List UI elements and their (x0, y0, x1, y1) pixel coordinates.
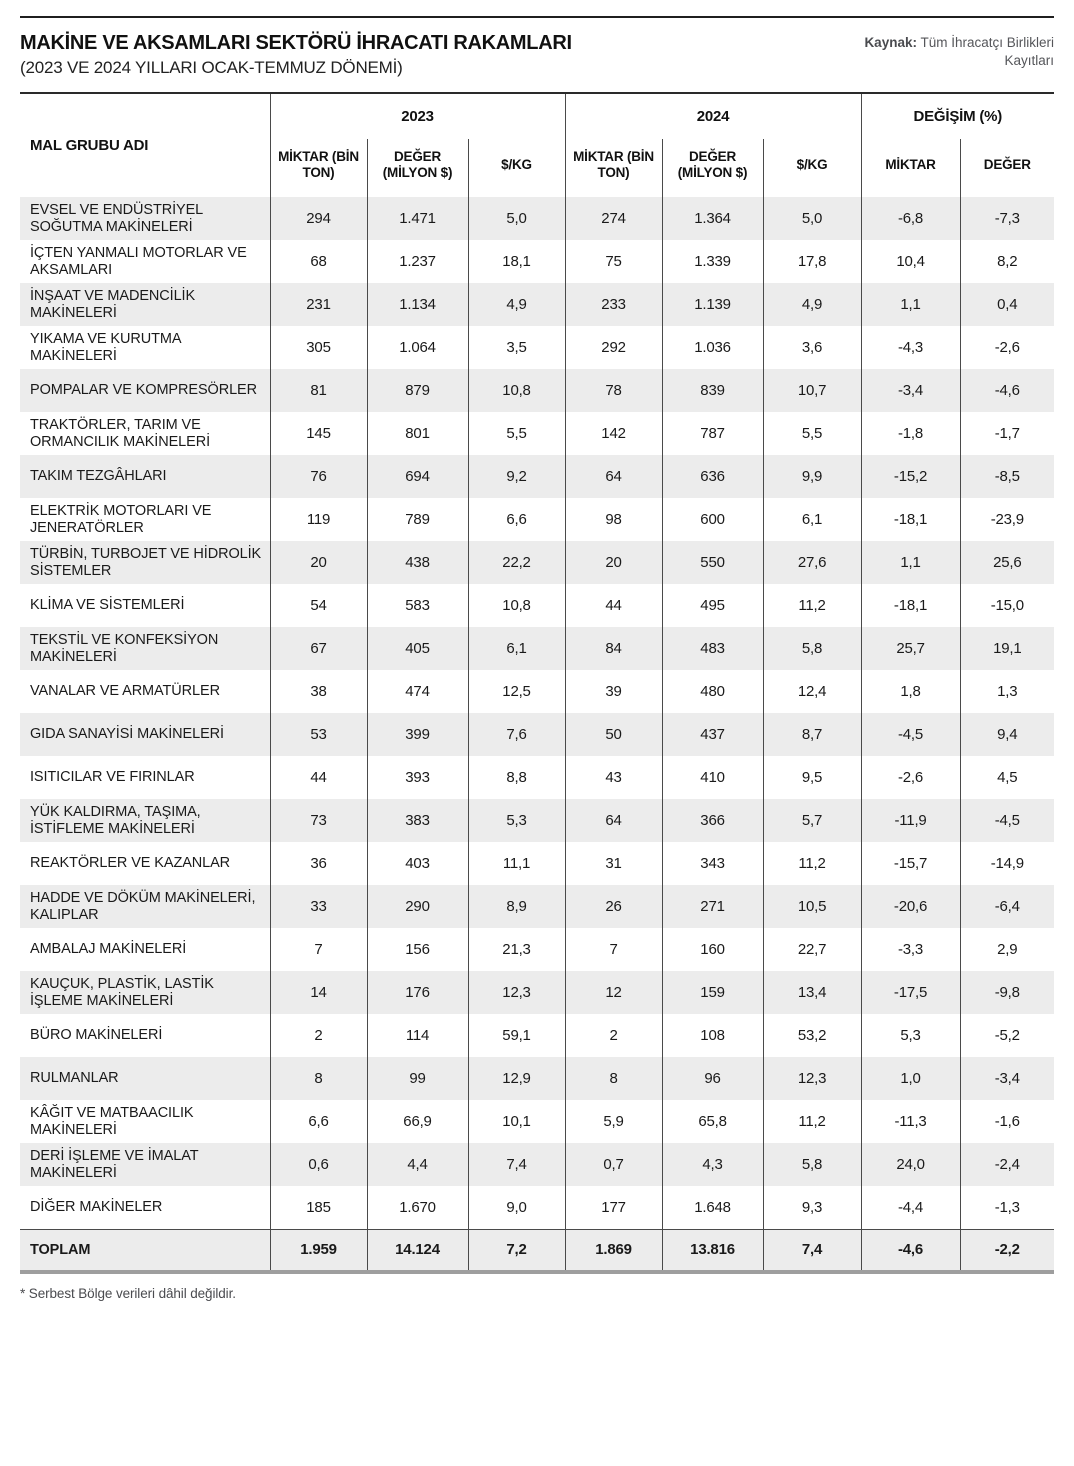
row-value: 383 (367, 799, 468, 842)
row-value: 13,4 (763, 971, 861, 1014)
row-value: -1,3 (960, 1186, 1054, 1229)
row-value: 31 (565, 842, 662, 885)
page (20, 0, 1054, 1301)
row-value: 7,4 (468, 1143, 565, 1186)
table-row (20, 369, 1054, 412)
group-header-2024: 2024 (565, 93, 861, 139)
row-value: 25,7 (861, 627, 960, 670)
page-subtitle: (2023 VE 2024 YILLARI OCAK-TEMMUZ DÖNEMİ) (20, 58, 403, 77)
row-value: 53,2 (763, 1014, 861, 1057)
row-value: 495 (662, 584, 763, 627)
row-value: 0,7 (565, 1143, 662, 1186)
row-value: 1.036 (662, 326, 763, 369)
footnote: * Serbest Bölge verileri dâhil değildir. (20, 1286, 236, 1301)
row-value: 98 (565, 498, 662, 541)
source-text: Tüm İhracatçı Birlikleri Kayıtları (916, 35, 1054, 69)
column-header-2024-miktar: MİKTAR (BİN TON) (565, 139, 662, 197)
row-value: -6,4 (960, 885, 1054, 928)
table-row (20, 584, 1054, 627)
row-value: 156 (367, 928, 468, 971)
row-name: POMPALAR VE KOMPRESÖRLER (20, 369, 270, 412)
row-value: 142 (565, 412, 662, 455)
row-value: 22,7 (763, 928, 861, 971)
row-value: 20 (270, 541, 367, 584)
row-value: 9,3 (763, 1186, 861, 1229)
row-value: -3,4 (861, 369, 960, 412)
row-value: 10,8 (468, 584, 565, 627)
row-value: 6,1 (468, 627, 565, 670)
row-value: 583 (367, 584, 468, 627)
row-value: 76 (270, 455, 367, 498)
row-name: DERİ İŞLEME VE İMALAT MAKİNELERİ (20, 1143, 270, 1186)
table-row (20, 197, 1054, 240)
row-value: 68 (270, 240, 367, 283)
row-value: 4,4 (367, 1143, 468, 1186)
row-value: 636 (662, 455, 763, 498)
row-value: 10,4 (861, 240, 960, 283)
row-value: 1.364 (662, 197, 763, 240)
row-value: -2,2 (960, 1229, 1054, 1272)
column-header-2024-kg: $/KG (763, 139, 861, 197)
row-value: 7,4 (763, 1229, 861, 1272)
row-value: -7,3 (960, 197, 1054, 240)
row-value: 14.124 (367, 1229, 468, 1272)
row-value: -17,5 (861, 971, 960, 1014)
row-value: 73 (270, 799, 367, 842)
row-value: 18,1 (468, 240, 565, 283)
row-value: -3,3 (861, 928, 960, 971)
row-value: 1.339 (662, 240, 763, 283)
row-value: 50 (565, 713, 662, 756)
row-value: 801 (367, 412, 468, 455)
row-value: 159 (662, 971, 763, 1014)
row-value: 59,1 (468, 1014, 565, 1057)
row-value: 10,1 (468, 1100, 565, 1143)
row-value: 399 (367, 713, 468, 756)
row-value: 9,4 (960, 713, 1054, 756)
row-value: 305 (270, 326, 367, 369)
row-name: GIDA SANAYİSİ MAKİNELERİ (20, 713, 270, 756)
table-row-total (20, 1229, 1054, 1272)
row-name: KÂĞIT VE MATBAACILIK MAKİNELERİ (30, 1105, 194, 1138)
row-value: 410 (662, 756, 763, 799)
table-row (20, 1186, 1054, 1229)
column-header-2023-miktar: MİKTAR (BİN TON) (270, 139, 367, 197)
row-name: KAUÇUK, PLASTİK, LASTİK İŞLEME MAKİNELERİ (20, 971, 270, 1014)
row-value: 403 (367, 842, 468, 885)
row-value: 81 (270, 369, 367, 412)
row-name: BÜRO MAKİNELERİ (30, 1027, 163, 1044)
table-row (20, 842, 1054, 885)
row-value: 12,3 (763, 1057, 861, 1100)
row-value: 366 (662, 799, 763, 842)
row-value: 6,1 (763, 498, 861, 541)
row-value: 437 (662, 713, 763, 756)
row-value: 839 (662, 369, 763, 412)
column-header-2023-deger: DEĞER (MİLYON $) (367, 139, 468, 197)
row-value: -5,2 (960, 1014, 1054, 1057)
row-value: 9,5 (763, 756, 861, 799)
row-value: 27,6 (763, 541, 861, 584)
table-row (20, 1100, 1054, 1143)
row-value: 114 (367, 1014, 468, 1057)
row-value: 11,1 (468, 842, 565, 885)
row-value: 25,6 (960, 541, 1054, 584)
row-value: 550 (662, 541, 763, 584)
row-value: 5,8 (763, 1143, 861, 1186)
row-value: 20 (565, 541, 662, 584)
row-name: YIKAMA VE KURUTMA MAKİNELERİ (30, 331, 181, 364)
row-value: -15,2 (861, 455, 960, 498)
row-name: VANALAR VE ARMATÜRLER (30, 683, 220, 700)
row-value: 231 (270, 283, 367, 326)
source-note (864, 32, 1054, 70)
row-value: 7,2 (468, 1229, 565, 1272)
row-value: 160 (662, 928, 763, 971)
row-value: 1.648 (662, 1186, 763, 1229)
table-row (20, 412, 1054, 455)
source-label: Kaynak: (864, 35, 917, 50)
table-body (20, 197, 1054, 1272)
row-value: 8 (270, 1057, 367, 1100)
row-value: 787 (662, 412, 763, 455)
row-value: 64 (565, 799, 662, 842)
row-value: -11,3 (861, 1100, 960, 1143)
table-row (20, 799, 1054, 842)
table-header (20, 93, 1054, 197)
row-name: TRAKTÖRLER, TARIM VE ORMANCILIK MAKİNELERİ (30, 417, 210, 450)
row-value: 67 (270, 627, 367, 670)
row-value: 8,8 (468, 756, 565, 799)
row-value: 8 (565, 1057, 662, 1100)
row-value: 10,7 (763, 369, 861, 412)
row-name: İNŞAAT VE MADENCİLİK MAKİNELERİ (20, 283, 270, 326)
row-value: 8,2 (960, 240, 1054, 283)
row-value: 64 (565, 455, 662, 498)
row-value: 474 (367, 670, 468, 713)
row-value: 1,8 (861, 670, 960, 713)
row-value: 274 (565, 197, 662, 240)
row-value: 9,2 (468, 455, 565, 498)
row-value: 84 (565, 627, 662, 670)
row-value: 66,9 (367, 1100, 468, 1143)
row-name: İÇTEN YANMALI MOTORLAR VE AKSAMLARI (30, 245, 247, 278)
row-value: 5,8 (763, 627, 861, 670)
table-row (20, 713, 1054, 756)
row-value: 3,5 (468, 326, 565, 369)
row-value: 99 (367, 1057, 468, 1100)
row-value: 44 (565, 584, 662, 627)
row-name: ELEKTRİK MOTORLARI VE JENERATÖRLER (30, 503, 212, 536)
row-value: 1.139 (662, 283, 763, 326)
row-value: 9,0 (468, 1186, 565, 1229)
row-value: 13.816 (662, 1229, 763, 1272)
row-value: 12,4 (763, 670, 861, 713)
row-value: 12,5 (468, 670, 565, 713)
row-value: 789 (367, 498, 468, 541)
row-name: TÜRBİN, TURBOJET VE HİDROLİK SİSTEMLER (20, 541, 270, 584)
row-value: -9,8 (960, 971, 1054, 1014)
table-row (20, 670, 1054, 713)
row-value: 1.064 (367, 326, 468, 369)
table-row (20, 283, 1054, 326)
row-value: 38 (270, 670, 367, 713)
row-value: -6,8 (861, 197, 960, 240)
group-header-2023: 2023 (270, 93, 565, 139)
row-value: -4,6 (960, 369, 1054, 412)
row-value: 4,3 (662, 1143, 763, 1186)
row-value: 292 (565, 326, 662, 369)
row-value: 7 (565, 928, 662, 971)
column-header-change-deger: DEĞER (960, 139, 1054, 197)
row-value: 176 (367, 971, 468, 1014)
row-value: 145 (270, 412, 367, 455)
row-value: 7 (270, 928, 367, 971)
row-name: KLİMA VE SİSTEMLERİ (30, 597, 185, 614)
row-value: 75 (565, 240, 662, 283)
row-value: -18,1 (861, 584, 960, 627)
row-value: 78 (565, 369, 662, 412)
row-name: TOPLAM (20, 1229, 270, 1272)
row-value: 1.869 (565, 1229, 662, 1272)
row-value: 10,8 (468, 369, 565, 412)
row-value: 2 (270, 1014, 367, 1057)
row-value: 483 (662, 627, 763, 670)
row-value: 271 (662, 885, 763, 928)
table-row (20, 455, 1054, 498)
row-value: 21,3 (468, 928, 565, 971)
row-value: -3,4 (960, 1057, 1054, 1100)
row-value: 5,0 (468, 197, 565, 240)
row-value: 1.959 (270, 1229, 367, 1272)
row-value: 0,6 (270, 1143, 367, 1186)
row-value: 5,7 (763, 799, 861, 842)
title-block (20, 32, 572, 78)
row-value: 1,0 (861, 1057, 960, 1100)
row-value: 405 (367, 627, 468, 670)
row-value: 879 (367, 369, 468, 412)
row-value: -11,9 (861, 799, 960, 842)
row-value: -4,5 (960, 799, 1054, 842)
row-value: 233 (565, 283, 662, 326)
table-row (20, 326, 1054, 369)
row-value: -4,5 (861, 713, 960, 756)
top-rule (20, 16, 1054, 18)
row-value: -1,8 (861, 412, 960, 455)
column-header-2023-kg: $/KG (468, 139, 565, 197)
row-value: -20,6 (861, 885, 960, 928)
row-value: 44 (270, 756, 367, 799)
row-name: REAKTÖRLER VE KAZANLAR (30, 855, 231, 872)
row-name: TAKIM TEZGÂHLARI (20, 455, 270, 498)
row-value: 5,0 (763, 197, 861, 240)
table-row (20, 541, 1054, 584)
row-value: 11,2 (763, 584, 861, 627)
row-value: 694 (367, 455, 468, 498)
row-name: ISITICILAR VE FIRINLAR (30, 769, 195, 786)
table-row (20, 971, 1054, 1014)
row-value: 119 (270, 498, 367, 541)
row-value: 36 (270, 842, 367, 885)
row-value: 53 (270, 713, 367, 756)
row-value: 1.134 (367, 283, 468, 326)
row-value: 17,8 (763, 240, 861, 283)
row-value: -14,9 (960, 842, 1054, 885)
row-value: -2,4 (960, 1143, 1054, 1186)
column-header-mal-grubu-adi: MAL GRUBU ADI (20, 93, 270, 197)
export-table (20, 92, 1054, 1274)
row-value: 12,3 (468, 971, 565, 1014)
column-header-change-miktar: MİKTAR (861, 139, 960, 197)
row-value: 1.237 (367, 240, 468, 283)
row-value: 54 (270, 584, 367, 627)
row-name: TEKSTİL VE KONFEKSİYON MAKİNELERİ (20, 627, 270, 670)
row-value: -18,1 (861, 498, 960, 541)
row-value: 0,4 (960, 283, 1054, 326)
row-value: 24,0 (861, 1143, 960, 1186)
row-value: 2 (565, 1014, 662, 1057)
group-header-degisim: DEĞİŞİM (%) (861, 93, 1054, 139)
row-name: RULMANLAR (20, 1057, 270, 1100)
row-value: 96 (662, 1057, 763, 1100)
row-name: EVSEL VE ENDÜSTRİYEL SOĞUTMA MAKİNELERİ (20, 197, 270, 240)
row-name: DİĞER MAKİNELER (30, 1199, 163, 1216)
table-row (20, 756, 1054, 799)
row-value: 11,2 (763, 1100, 861, 1143)
table-row (20, 1014, 1054, 1057)
row-name: AMBALAJ MAKİNELERİ (30, 941, 187, 958)
row-value: 177 (565, 1186, 662, 1229)
table-row (20, 1057, 1054, 1100)
row-value: -1,7 (960, 412, 1054, 455)
row-value: -8,5 (960, 455, 1054, 498)
row-value: 12,9 (468, 1057, 565, 1100)
row-value: 3,6 (763, 326, 861, 369)
row-value: 1.670 (367, 1186, 468, 1229)
table-row (20, 1143, 1054, 1186)
row-value: -1,6 (960, 1100, 1054, 1143)
row-value: 1,1 (861, 283, 960, 326)
row-value: 393 (367, 756, 468, 799)
row-value: 185 (270, 1186, 367, 1229)
row-value: 8,9 (468, 885, 565, 928)
row-value: 5,9 (565, 1100, 662, 1143)
page-title: MAKİNE VE AKSAMLARI SEKTÖRÜ İHRACATI RAKAMLARI (20, 32, 572, 54)
row-value: 39 (565, 670, 662, 713)
row-value: 6,6 (468, 498, 565, 541)
row-value: 5,3 (861, 1014, 960, 1057)
row-value: 1,1 (861, 541, 960, 584)
row-value: -23,9 (960, 498, 1054, 541)
table-row (20, 885, 1054, 928)
row-value: 43 (565, 756, 662, 799)
row-value: 5,3 (468, 799, 565, 842)
row-value: -4,6 (861, 1229, 960, 1272)
row-value: 6,6 (270, 1100, 367, 1143)
row-name: YÜK KALDIRMA, TAŞIMA, İSTİFLEME MAKİNELERİ (20, 799, 270, 842)
row-value: 26 (565, 885, 662, 928)
row-value: -4,4 (861, 1186, 960, 1229)
row-value: 5,5 (763, 412, 861, 455)
row-value: 11,2 (763, 842, 861, 885)
row-value: -4,3 (861, 326, 960, 369)
table-row (20, 498, 1054, 541)
column-header-2024-deger: DEĞER (MİLYON $) (662, 139, 763, 197)
row-value: 10,5 (763, 885, 861, 928)
row-value: 12 (565, 971, 662, 1014)
group-header-row (20, 93, 1054, 139)
row-value: 33 (270, 885, 367, 928)
row-value: 294 (270, 197, 367, 240)
row-value: -2,6 (960, 326, 1054, 369)
row-value: 480 (662, 670, 763, 713)
row-value: 290 (367, 885, 468, 928)
row-value: 4,9 (763, 283, 861, 326)
row-value: 9,9 (763, 455, 861, 498)
row-value: 22,2 (468, 541, 565, 584)
row-value: -15,0 (960, 584, 1054, 627)
table-row (20, 928, 1054, 971)
table-row (20, 240, 1054, 283)
row-value: 4,9 (468, 283, 565, 326)
row-value: 438 (367, 541, 468, 584)
row-value: -2,6 (861, 756, 960, 799)
row-value: 5,5 (468, 412, 565, 455)
row-value: 8,7 (763, 713, 861, 756)
masthead (20, 32, 1054, 78)
row-value: 4,5 (960, 756, 1054, 799)
row-value: -15,7 (861, 842, 960, 885)
row-value: 65,8 (662, 1100, 763, 1143)
row-value: 108 (662, 1014, 763, 1057)
row-value: 1.471 (367, 197, 468, 240)
table-row (20, 627, 1054, 670)
row-value: 1,3 (960, 670, 1054, 713)
row-value: 14 (270, 971, 367, 1014)
row-value: 19,1 (960, 627, 1054, 670)
row-value: 343 (662, 842, 763, 885)
row-value: 7,6 (468, 713, 565, 756)
row-value: 600 (662, 498, 763, 541)
row-name: HADDE VE DÖKÜM MAKİNELERİ, KALIPLAR (20, 885, 270, 928)
row-value: 2,9 (960, 928, 1054, 971)
